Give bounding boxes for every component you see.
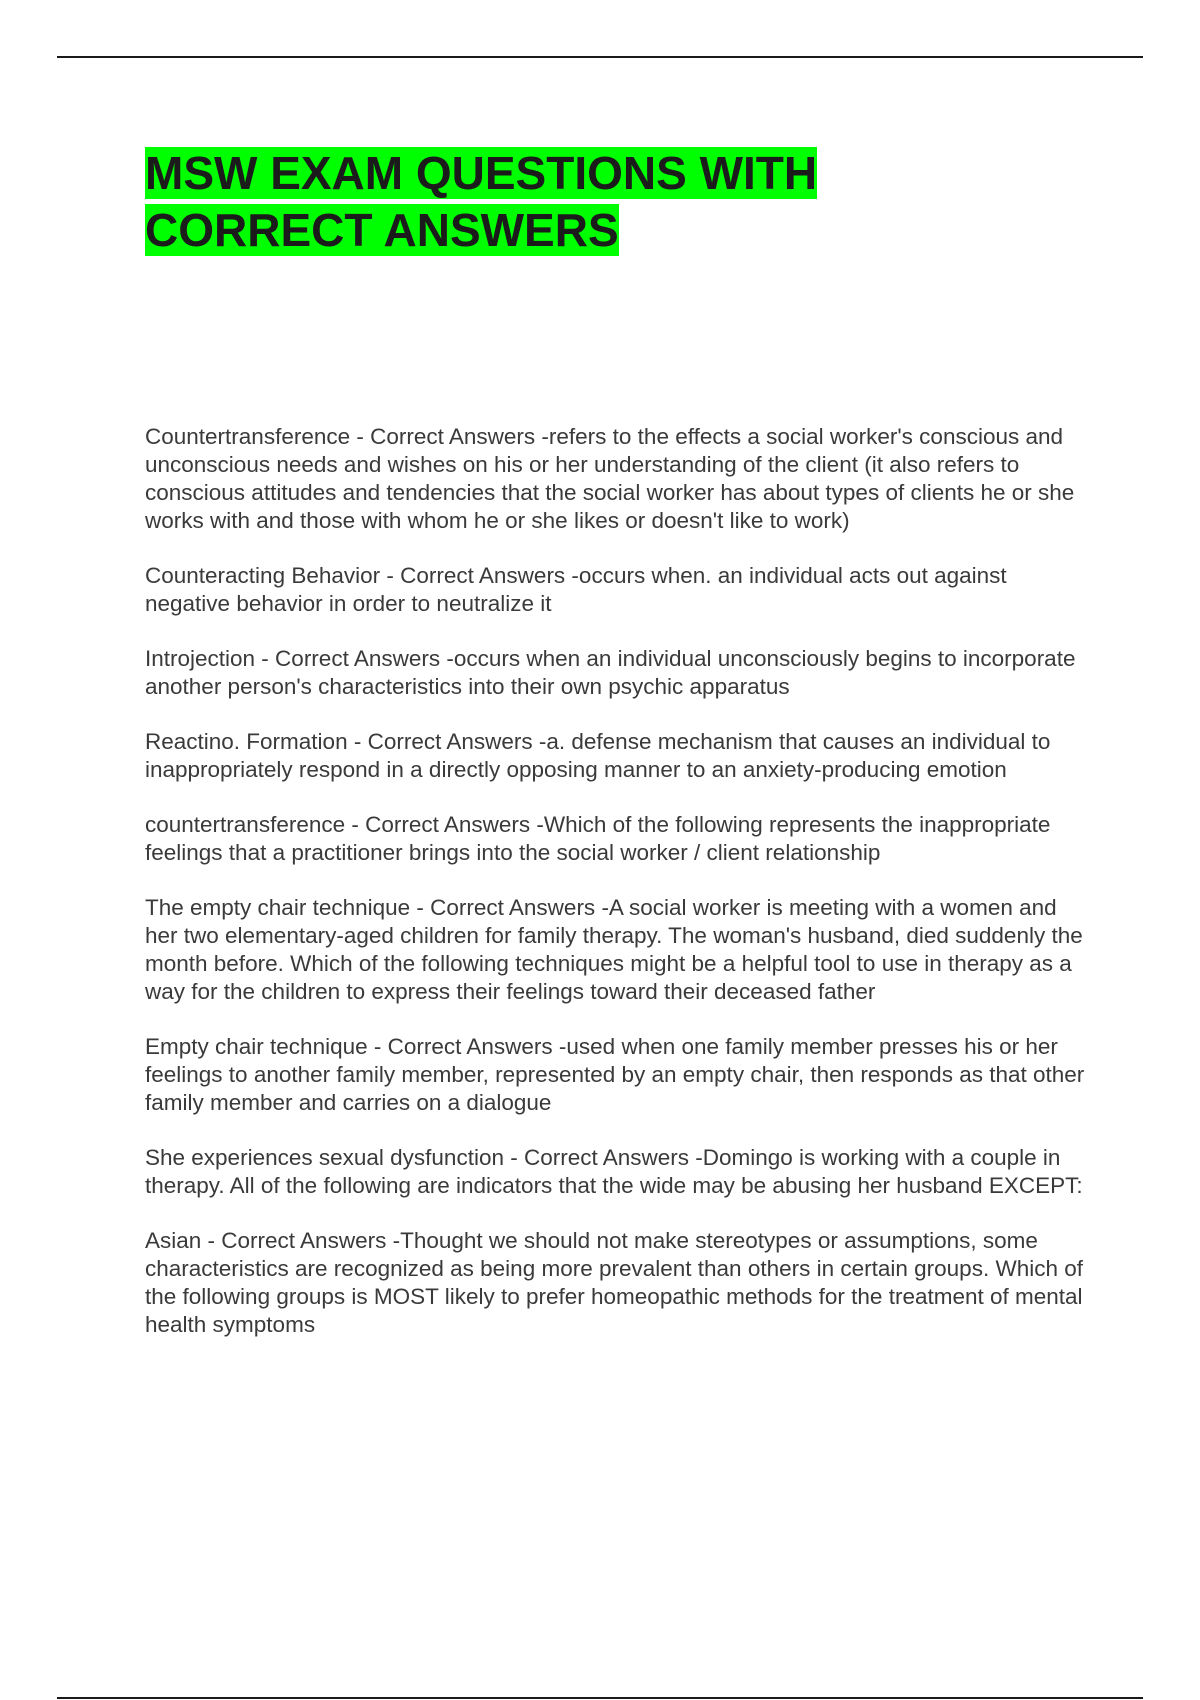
qa-entry: Counteracting Behavior - Correct Answers -occurs when. an individual acts out against negative behavior in order to neutralize it — [145, 563, 1007, 616]
qa-entry: Introjection - Correct Answers -occurs when an individual unconsciously begins to incorporate another person's characteristics into their own psychic apparatus — [145, 646, 1076, 699]
qa-entry: She experiences sexual dysfunction - Correct Answers -Domingo is working with a couple in therapy. All of the following are indicators that the wide may be abusing her husband EXCEPT: — [145, 1145, 1083, 1198]
top-rule — [57, 56, 1143, 58]
qa-entry: Asian - Correct Answers -Thought we should not make stereotypes or assumptions, some characteristics are recognized as being more prevalent than others in certain groups. Which of the following groups is MOST likely to prefer homeopathic methods for the treatment of mental health symptoms — [145, 1228, 1083, 1337]
qa-entry: The empty chair technique - Correct Answers -A social worker is meeting with a women and her two elementary-aged children for family therapy. The woman's husband, died suddenly the month before. Which of the following techniques might be a helpful tool to use in therapy as a way for the children to express their feelings toward their deceased father — [145, 895, 1083, 1004]
qa-entry: Empty chair technique - Correct Answers -used when one family member presses his or her feelings to another family member, represented by an empty chair, then responds as that other family member and carries on a dialogue — [145, 1034, 1085, 1115]
document-title — [145, 145, 1045, 259]
bottom-rule — [57, 1697, 1143, 1699]
qa-entry: Reactino. Formation - Correct Answers -a. defense mechanism that causes an individual to inappropriately respond in a directly opposing manner to an anxiety-producing emotion — [145, 729, 1051, 782]
qa-list — [145, 423, 1095, 1366]
qa-entry: countertransference - Correct Answers -Which of the following represents the inappropriate feelings that a practitioner brings into the social worker / client relationship — [145, 812, 1051, 865]
qa-entry: Countertransference - Correct Answers -refers to the effects a social worker's conscious and unconscious needs and wishes on his or her understanding of the client (it also refers to conscious attitudes and tendencies that the social worker has about types of clients he or she works with and those with whom he or she likes or doesn't like to work) — [145, 424, 1075, 533]
title-highlight: MSW EXAM QUESTIONS WITH CORRECT ANSWERS — [145, 147, 818, 256]
